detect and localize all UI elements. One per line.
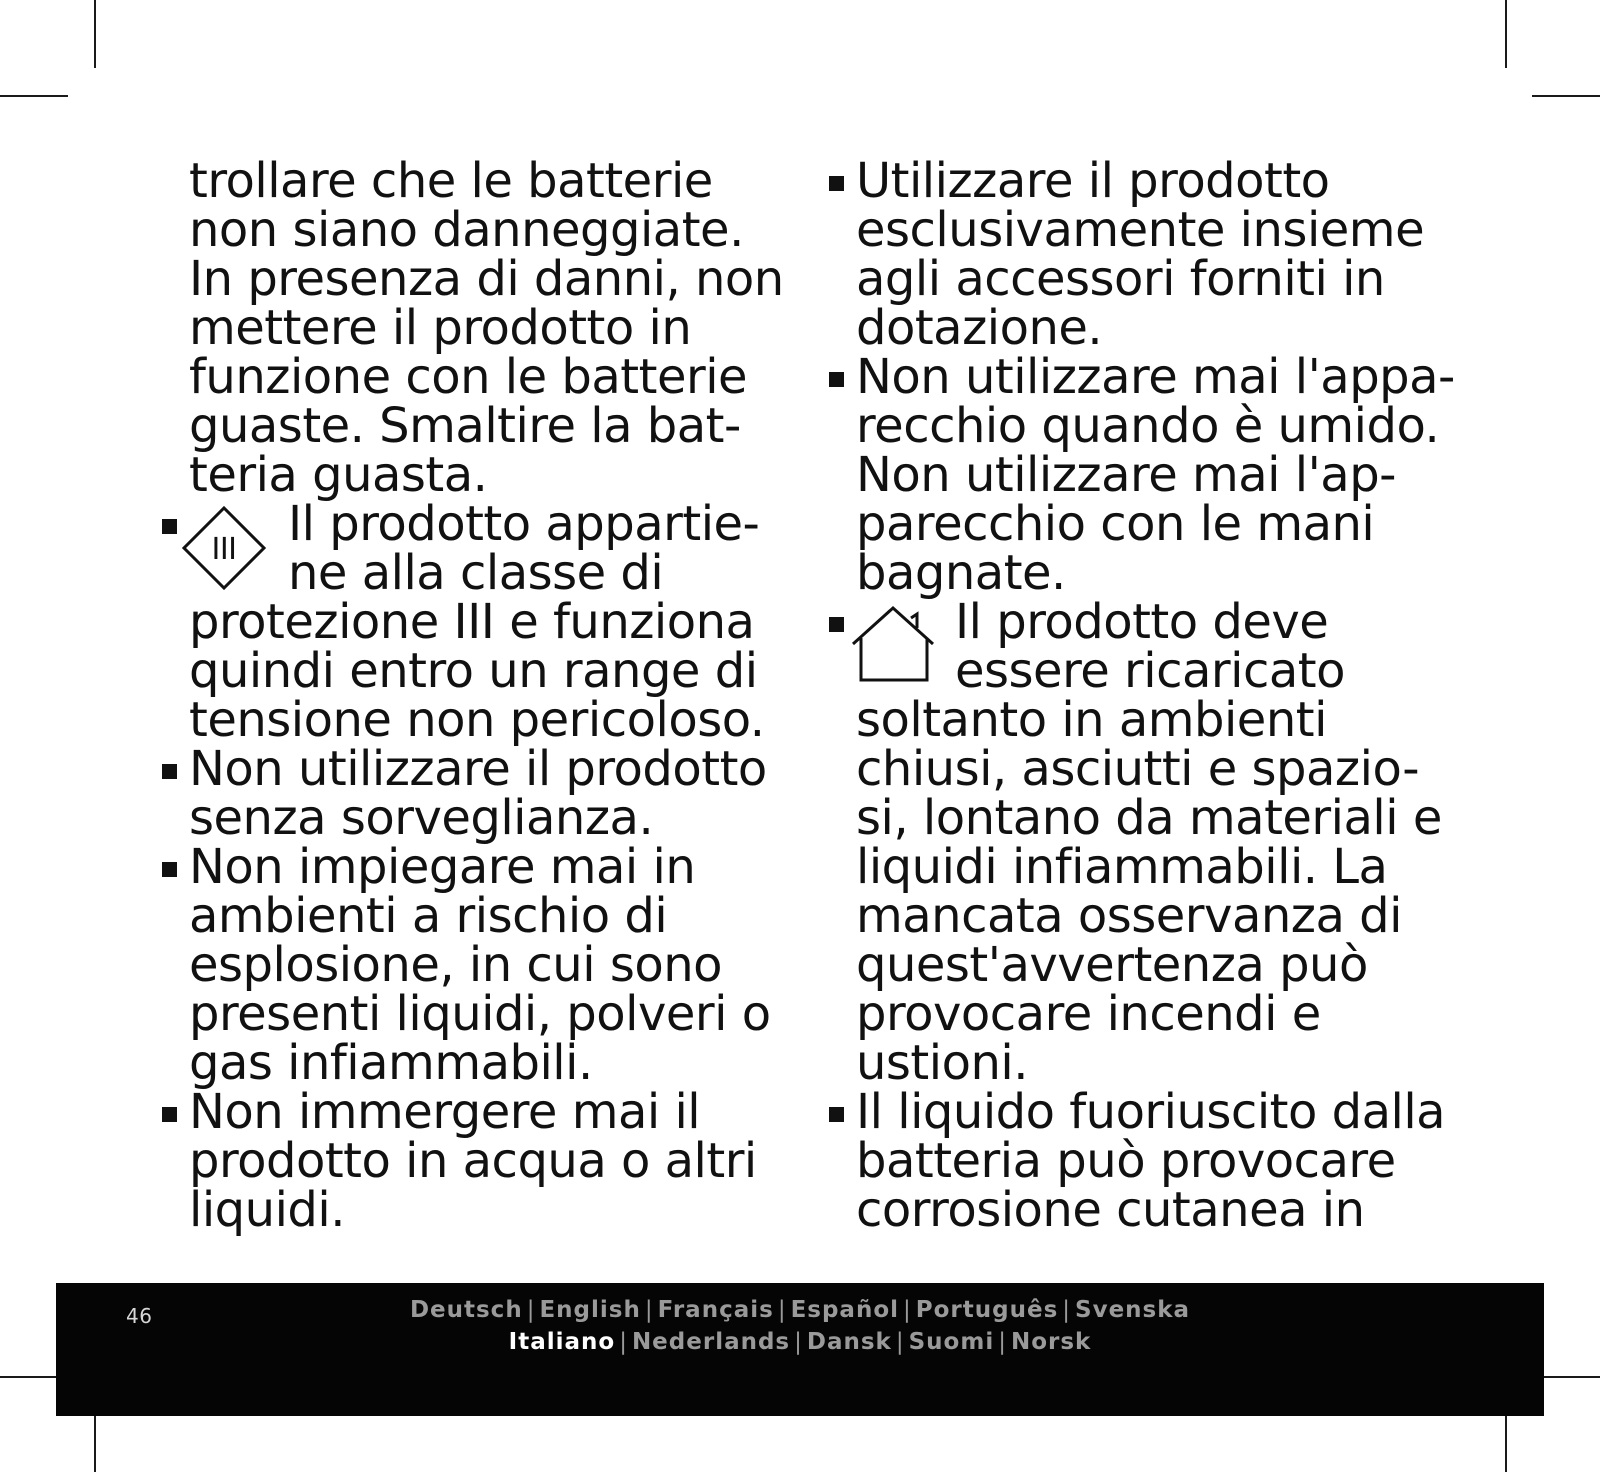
text-line: essere ricaricato (955, 643, 1345, 699)
text-line: liquidi. (189, 1182, 345, 1238)
text-line: trollare che le batterie (189, 153, 713, 209)
text-line: presenti liquidi, polveri o (189, 986, 771, 1042)
text-line: recchio quando è umido. (856, 398, 1440, 454)
page-number: 46 (126, 1304, 153, 1328)
bullet-icon (829, 1107, 844, 1122)
separator: | (526, 1297, 536, 1323)
text-line: provocare incendi e (856, 986, 1321, 1042)
language-row (56, 1297, 1544, 1323)
list-item (829, 153, 1509, 356)
item-text: Il prodotto deve (955, 594, 1329, 650)
separator: | (619, 1329, 628, 1355)
text-line: dotazione. (856, 300, 1103, 356)
text-line: gas infiammabili. (189, 1035, 593, 1091)
text-line: mancata osservanza di (856, 888, 1402, 944)
text-line: Non impiegare mai in (189, 839, 696, 895)
crop-mark (1532, 95, 1600, 97)
text-line: quindi entro un range di (189, 643, 758, 699)
list-item-class-iii (162, 496, 777, 748)
separator: | (777, 1297, 787, 1323)
continued-paragraph (162, 153, 784, 503)
text-line: chiusi, asciutti e spazio- (856, 741, 1420, 797)
language-link-norsk[interactable]: Norsk (1010, 1329, 1092, 1355)
separator: | (644, 1297, 654, 1323)
text-line: ne alla classe di (288, 545, 664, 601)
separator: | (895, 1329, 905, 1355)
language-link-portugues[interactable]: Português (915, 1297, 1059, 1323)
list-item (162, 741, 777, 846)
list-item (829, 1084, 1509, 1238)
text-line: si, lontano da materiali e (856, 790, 1442, 846)
text-line: In presenza di danni, non (189, 251, 784, 307)
list-item (162, 1084, 777, 1238)
text-line: corrosione cutanea in (856, 1182, 1365, 1238)
text-line: Non utilizzare il prodotto (189, 741, 767, 797)
separator: | (1062, 1297, 1072, 1323)
text-line: protezione III e funziona (189, 594, 755, 650)
text-line: Utilizzare il prodotto (856, 153, 1330, 209)
language-link-nederlands[interactable]: Nederlands (631, 1329, 791, 1355)
list-item (162, 839, 777, 1091)
crop-mark (1505, 0, 1507, 68)
text-line: agli accessori forniti in (856, 251, 1385, 307)
crop-mark (94, 0, 96, 68)
text-line: teria guasta. (189, 447, 488, 503)
list-item (829, 349, 1509, 601)
language-link-dansk[interactable]: Dansk (806, 1329, 892, 1355)
language-link-espanol[interactable]: Español (790, 1297, 900, 1323)
text-line: ustioni. (856, 1035, 1028, 1091)
class-iii-label: III (211, 532, 237, 567)
language-link-english[interactable]: English (539, 1297, 641, 1323)
language-link-deutsch[interactable]: Deutsch (409, 1297, 523, 1323)
text-line (829, 594, 1509, 650)
text-line: esplosione, in cui sono (189, 937, 722, 993)
text-line: tensione non pericoloso. (189, 692, 765, 748)
text-line: Il liquido fuoriuscito dalla (856, 1084, 1446, 1140)
text-line: esclusivamente insieme (856, 202, 1425, 258)
item-text: Il prodotto appartie- (288, 496, 760, 552)
text-line: mettere il prodotto in (189, 300, 692, 356)
text-line: batteria può provocare (856, 1133, 1396, 1189)
bullet-icon (162, 1107, 177, 1122)
text-line: guaste. Smaltire la bat- (189, 398, 741, 454)
bullet-icon (829, 176, 844, 191)
text-line: prodotto in acqua o altri (189, 1133, 757, 1189)
text-line: funzione con le batterie (189, 349, 748, 405)
text-line: quest'avvertenza può (856, 937, 1368, 993)
list-item-indoor-use (829, 594, 1509, 1091)
text-line: bagnate. (856, 545, 1066, 601)
left-column (162, 153, 784, 1238)
footer-bar (56, 1283, 1544, 1416)
language-link-italiano-active[interactable]: Italiano (508, 1329, 616, 1355)
language-link-francais[interactable]: Français (657, 1297, 774, 1323)
language-row (56, 1329, 1544, 1355)
bullet-icon (829, 372, 844, 387)
separator: | (903, 1297, 912, 1323)
text-line: ambienti a rischio di (189, 888, 668, 944)
crop-mark (0, 95, 68, 97)
text-line: parecchio con le mani (856, 496, 1375, 552)
language-link-suomi[interactable]: Suomi (908, 1329, 995, 1355)
text-line: senza sorveglianza. (189, 790, 654, 846)
right-column (829, 153, 1509, 1238)
separator: | (998, 1329, 1007, 1355)
language-link-svenska[interactable]: Svenska (1075, 1297, 1191, 1323)
bullet-icon (162, 862, 177, 877)
text-line: Non utilizzare mai l'ap- (856, 447, 1396, 503)
text-line: soltanto in ambienti (856, 692, 1327, 748)
text-line: Non immergere mai il (189, 1084, 701, 1140)
bullet-icon (162, 764, 177, 779)
text-line: Non utilizzare mai l'appa- (856, 349, 1455, 405)
text-line: non siano danneggiate. (189, 202, 744, 258)
separator: | (794, 1329, 803, 1355)
text-line: liquidi infiammabili. La (856, 839, 1388, 895)
text-line (162, 496, 777, 567)
